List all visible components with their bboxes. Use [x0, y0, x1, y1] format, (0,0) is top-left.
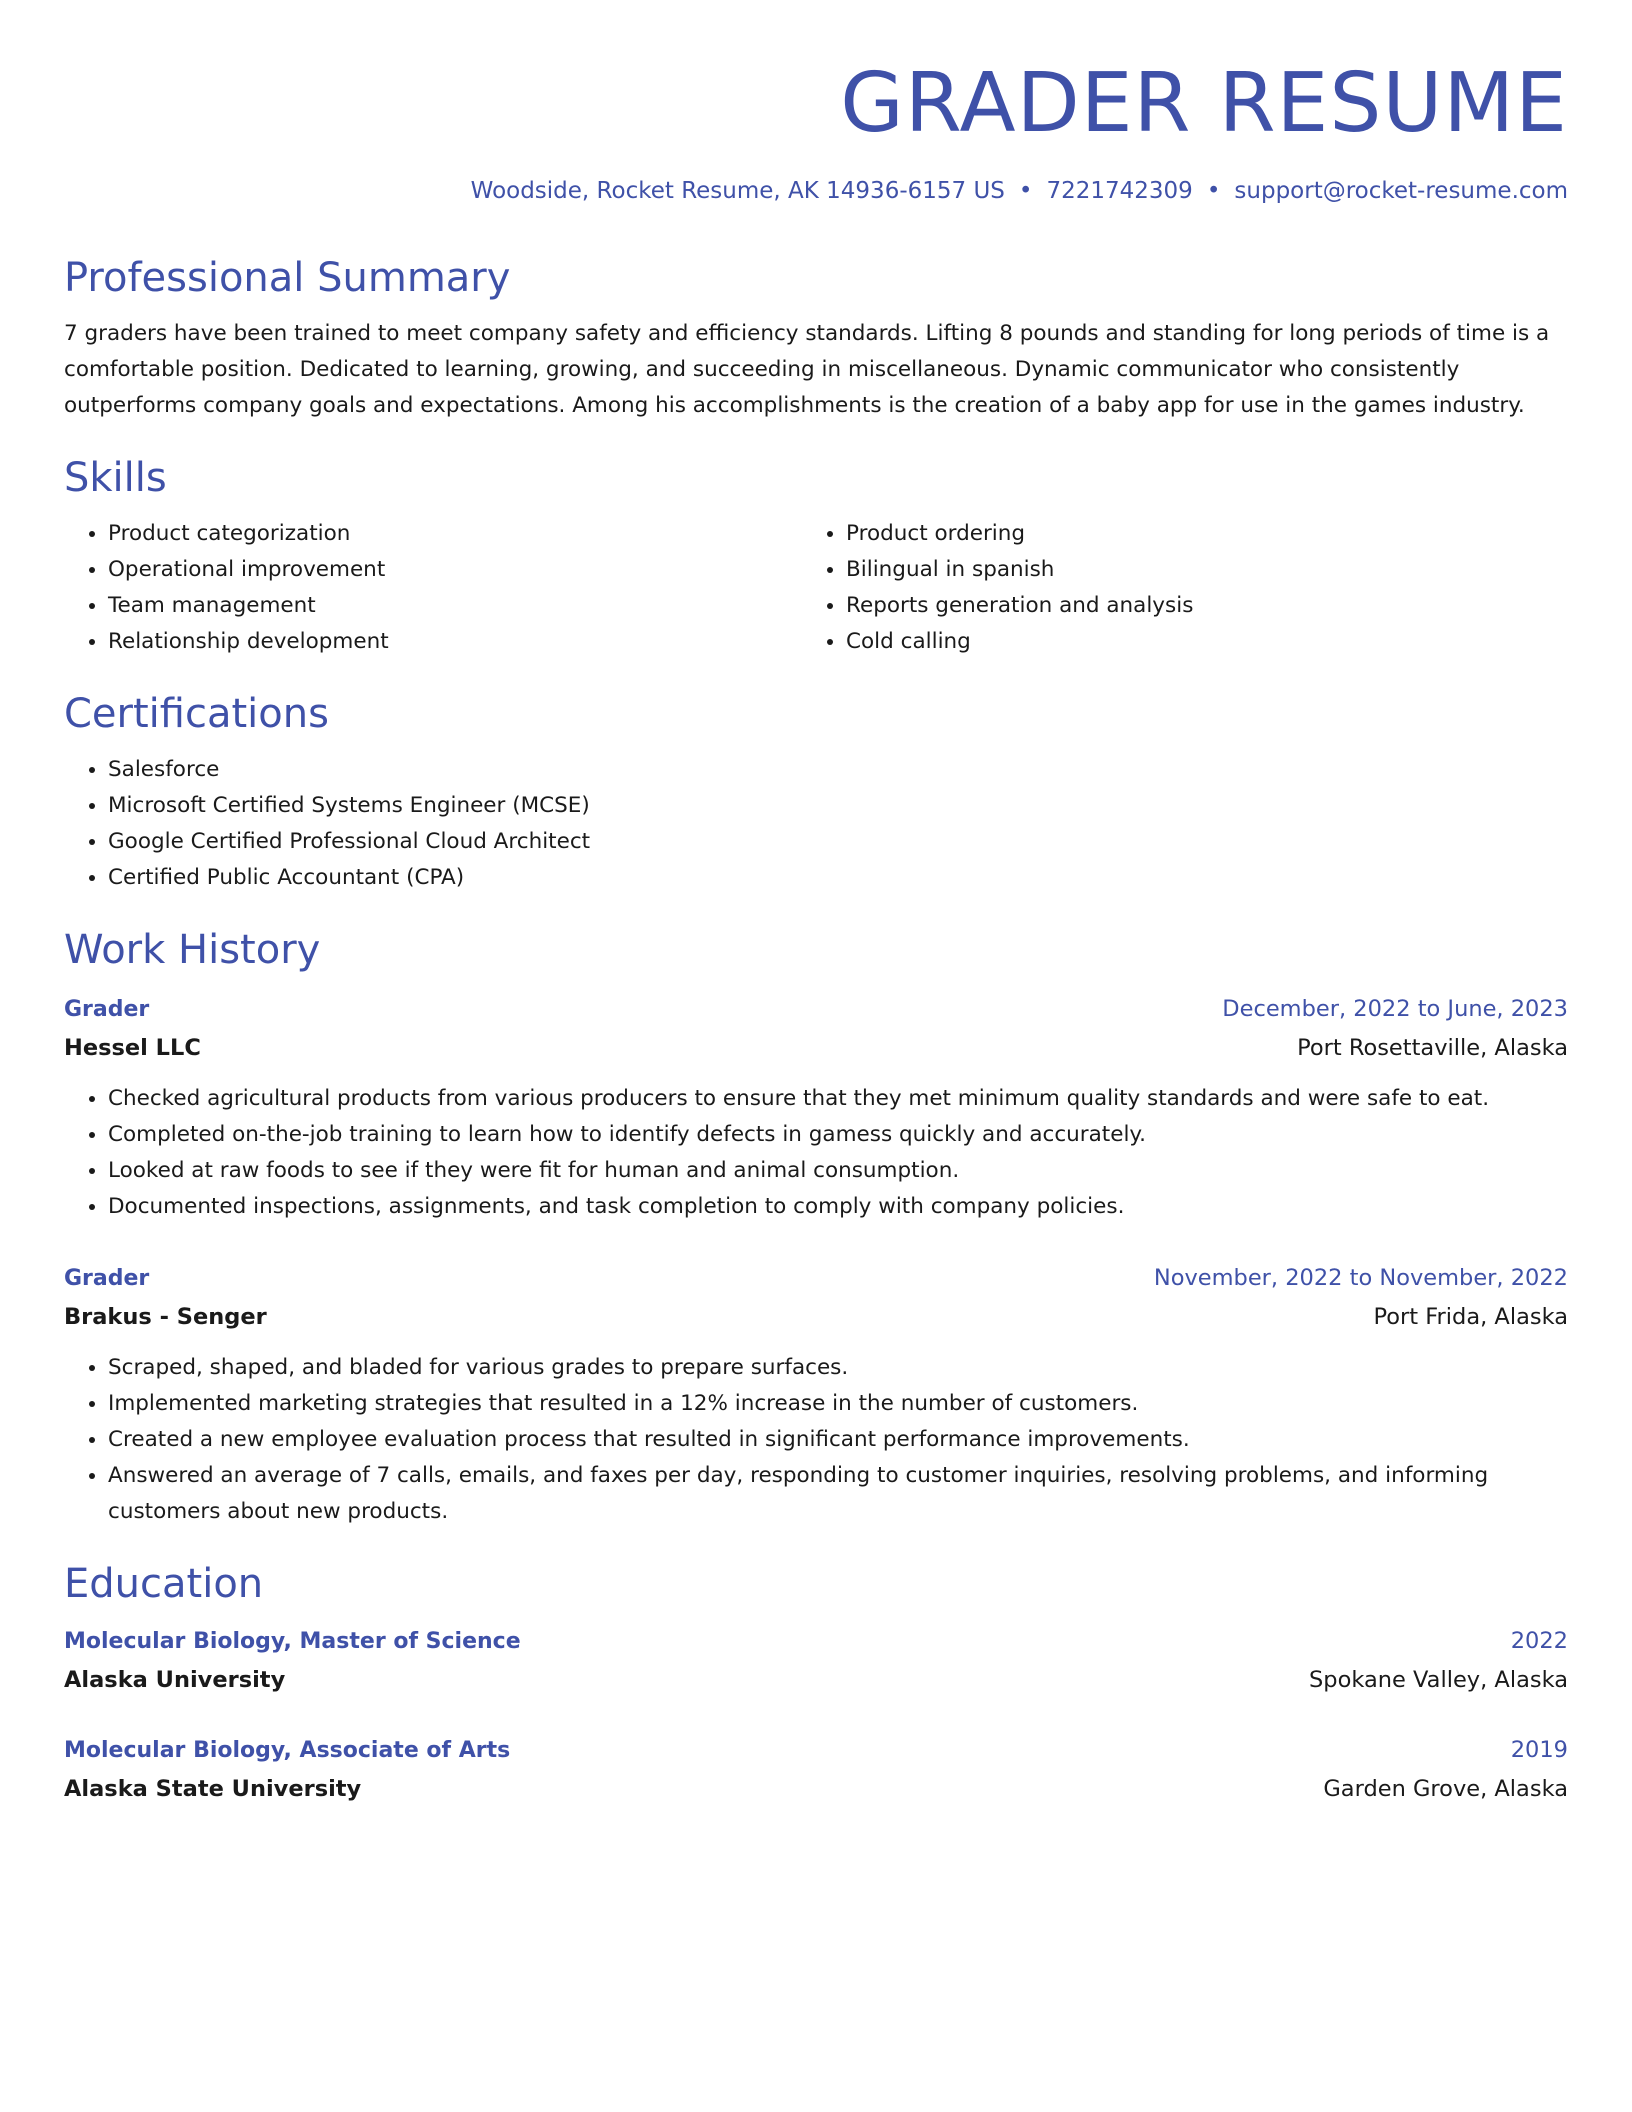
work-history-section: [64, 924, 1568, 1530]
section-title-education: Education: [64, 1561, 264, 1607]
job-title: Grader: [64, 1266, 150, 1291]
contact-phone: 7221742309: [1046, 178, 1193, 204]
job-company: Brakus - Senger: [64, 1304, 267, 1330]
job-dates: November, 2022 to November, 2022: [1153, 1265, 1568, 1291]
skills-column-right: [802, 516, 1540, 660]
skills-section: [64, 452, 1568, 660]
section-title-certifications: Certifications: [64, 691, 329, 737]
job-bullet: • Completed on-the-job training to learn how to identify defects in gamess quickly and accurately.: [108, 1117, 1568, 1153]
job-location: Port Rosettaville, Alaska: [1297, 1035, 1568, 1061]
certification-item: • Salesforce: [108, 752, 1568, 788]
job-bullet: • Answered an average of 7 calls, emails, and faxes per day, responding to customer inquiries, resolving problems, and informing customers about new products.: [108, 1458, 1568, 1530]
skill-item: • Team management: [108, 588, 802, 624]
job-bullet: • Documented inspections, assignments, and task completion to comply with company policies.: [108, 1189, 1568, 1225]
contact-email[interactable]: support@rocket-resume.com: [1234, 178, 1568, 204]
certification-item: • Certified Public Accountant (CPA): [108, 860, 1568, 896]
job-entry: [64, 990, 1568, 1225]
skills-column-left: [64, 516, 802, 660]
section-title-summary: Professional Summary: [64, 255, 511, 301]
job-dates: December, 2022 to June, 2023: [1222, 996, 1568, 1022]
skill-item: • Product categorization: [108, 516, 802, 552]
job-company: Hessel LLC: [64, 1035, 201, 1061]
job-location: Port Frida, Alaska: [1373, 1304, 1568, 1330]
education-year: 2022: [1510, 1628, 1568, 1654]
skill-item: • Bilingual in spanish: [846, 552, 1540, 588]
contact-line: [64, 174, 1568, 208]
education-entry: [64, 1731, 1568, 1808]
education-school: Alaska State University: [64, 1776, 362, 1802]
skill-item: • Operational improvement: [108, 552, 802, 588]
section-title-skills: Skills: [64, 455, 167, 501]
job-entry: [64, 1259, 1568, 1530]
education-school: Alaska University: [64, 1667, 286, 1693]
skill-item: • Cold calling: [846, 624, 1540, 660]
education-degree: Molecular Biology, Master of Science: [64, 1629, 521, 1654]
education-entry: [64, 1622, 1568, 1699]
education-year: 2019: [1510, 1737, 1568, 1763]
certifications-section: [64, 688, 1568, 896]
contact-separator: •: [1018, 178, 1033, 204]
skill-item: • Relationship development: [108, 624, 802, 660]
summary-section: [64, 252, 1568, 424]
job-title: Grader: [64, 997, 150, 1022]
education-location: Spokane Valley, Alaska: [1309, 1667, 1568, 1693]
education-location: Garden Grove, Alaska: [1323, 1776, 1568, 1802]
certification-item: • Google Certified Professional Cloud Architect: [108, 824, 1568, 860]
resume-name: GRADER RESUME: [840, 56, 1568, 151]
contact-separator: •: [1206, 178, 1221, 204]
certification-item: • Microsoft Certified Systems Engineer (MCSE): [108, 788, 1568, 824]
job-bullet: • Checked agricultural products from various producers to ensure that they met minimum quality standards and were safe to eat.: [108, 1081, 1568, 1117]
skill-item: • Product ordering: [846, 516, 1540, 552]
section-title-work-history: Work History: [64, 927, 321, 973]
skill-item: • Reports generation and analysis: [846, 588, 1540, 624]
job-bullet: • Looked at raw foods to see if they were fit for human and animal consumption.: [108, 1153, 1568, 1189]
education-degree: Molecular Biology, Associate of Arts: [64, 1738, 511, 1763]
job-bullet: • Scraped, shaped, and bladed for various grades to prepare surfaces.: [108, 1350, 1568, 1386]
job-bullet: • Implemented marketing strategies that resulted in a 12% increase in the number of customers.: [108, 1386, 1568, 1422]
contact-address: Woodside, Rocket Resume, AK 14936-6157 US: [470, 178, 1005, 204]
summary-text: 7 graders have been trained to meet company safety and efficiency standards. Lifting 8 pounds and standing for long periods of time is a comfortable position. Dedicated to learning, growing, and succeeding in miscellaneous. Dynamic communicator who consistently outperforms company goals and expectations. Among his accomplishments is the creation of a baby app for use in the games industry.: [64, 321, 1550, 418]
job-bullet: • Created a new employee evaluation process that resulted in significant performance improvements.: [108, 1422, 1568, 1458]
skills-grid: [64, 516, 1568, 660]
education-section: [64, 1558, 1568, 1808]
